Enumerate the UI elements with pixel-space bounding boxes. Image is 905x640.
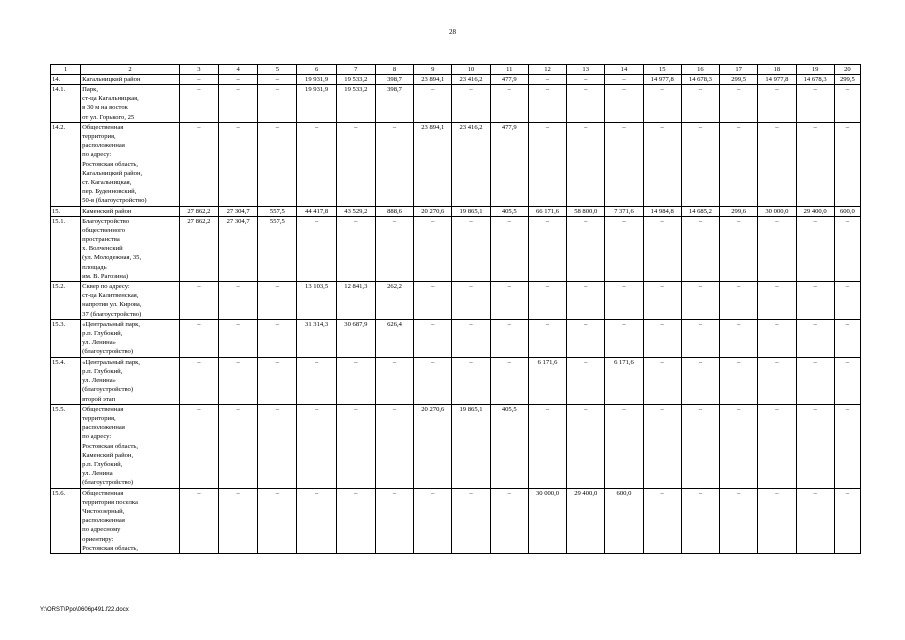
value-cell: 19 533,2 — [336, 85, 375, 123]
value-cell: 31 314,3 — [297, 319, 336, 357]
value-cell: – — [219, 85, 258, 123]
value-cell: – — [720, 282, 758, 320]
column-number: 6 — [297, 65, 336, 75]
value-cell: – — [605, 319, 643, 357]
header-row — [51, 65, 861, 75]
row-name-line: в 30 м на восток — [82, 104, 128, 112]
row-name-line: ст. Кагальницкая, — [82, 179, 132, 187]
row-name — [81, 122, 180, 206]
value-cell: 262,2 — [375, 282, 413, 320]
value-cell: 19 865,1 — [452, 404, 490, 488]
column-number: 4 — [219, 65, 258, 75]
value-cell: – — [452, 282, 490, 320]
value-cell: – — [834, 85, 860, 123]
row-name-line: р.п. Глубокий, — [82, 460, 123, 468]
column-number: 1 — [51, 65, 81, 75]
row-name-line: Сквер по адресу: — [82, 283, 130, 291]
value-cell: 405,5 — [490, 404, 528, 488]
table-row — [51, 488, 861, 553]
value-cell: 6 171,6 — [605, 357, 643, 404]
row-index: 15.1. — [51, 216, 81, 281]
value-cell: – — [490, 357, 528, 404]
value-cell: 626,4 — [375, 319, 413, 357]
table-row — [51, 122, 861, 206]
row-name-line: расположенная — [82, 517, 125, 525]
value-cell: 29 400,0 — [796, 206, 834, 216]
table-row — [51, 319, 861, 357]
value-cell: 19 931,9 — [297, 85, 336, 123]
value-cell: – — [258, 357, 297, 404]
row-name-line: Общественная — [82, 405, 124, 413]
row-name-line: территория поселка — [82, 498, 138, 506]
value-cell: – — [258, 319, 297, 357]
value-cell: 14 984,8 — [643, 206, 681, 216]
value-cell: 27 304,7 — [219, 216, 258, 281]
value-cell: 27 304,7 — [219, 206, 258, 216]
value-cell: 20 270,6 — [414, 206, 452, 216]
value-cell: – — [681, 122, 719, 206]
row-name — [81, 206, 180, 216]
value-cell: – — [643, 85, 681, 123]
row-name-line: Кагальницкий район, — [82, 169, 143, 177]
value-cell: – — [796, 404, 834, 488]
value-cell: – — [720, 404, 758, 488]
value-cell: – — [605, 75, 643, 85]
table-row — [51, 357, 861, 404]
row-name-line: Ростовская область, — [82, 544, 139, 552]
row-index: 15.5. — [51, 404, 81, 488]
value-cell: 29 400,0 — [567, 488, 605, 553]
value-cell: – — [605, 216, 643, 281]
value-cell: – — [414, 85, 452, 123]
value-cell: 30 687,9 — [336, 319, 375, 357]
value-cell: – — [179, 488, 218, 553]
value-cell: – — [681, 404, 719, 488]
value-cell: – — [336, 357, 375, 404]
row-name-line: общественного — [82, 226, 125, 234]
table-header — [51, 65, 861, 75]
value-cell: – — [643, 122, 681, 206]
column-number: 3 — [179, 65, 218, 75]
column-number: 16 — [681, 65, 719, 75]
value-cell: – — [720, 319, 758, 357]
value-cell: – — [490, 85, 528, 123]
value-cell: – — [605, 122, 643, 206]
value-cell: – — [336, 216, 375, 281]
value-cell: – — [375, 122, 413, 206]
value-cell: 398,7 — [375, 75, 413, 85]
value-cell: – — [834, 216, 860, 281]
value-cell: – — [758, 85, 796, 123]
column-number: 9 — [414, 65, 452, 75]
value-cell: 398,7 — [375, 85, 413, 123]
value-cell: – — [219, 282, 258, 320]
value-cell: – — [297, 122, 336, 206]
row-name-line: расположенная — [82, 424, 125, 432]
value-cell: 12 841,3 — [336, 282, 375, 320]
value-cell: – — [179, 319, 218, 357]
row-index: 15.3. — [51, 319, 81, 357]
column-number: 19 — [796, 65, 834, 75]
value-cell: 557,5 — [258, 216, 297, 281]
value-cell: – — [258, 75, 297, 85]
value-cell: – — [567, 319, 605, 357]
row-name — [81, 282, 180, 320]
file-path-footer: Y:\ORST\Ppo\0606p491.f22.docx — [40, 607, 129, 613]
row-name-line: р.п. Глубокий, — [82, 330, 123, 338]
column-number: 17 — [720, 65, 758, 75]
value-cell: 14 678,3 — [681, 75, 719, 85]
value-cell: 557,5 — [258, 206, 297, 216]
value-cell: – — [720, 122, 758, 206]
row-name-line: по адресному — [82, 526, 121, 534]
budget-table — [50, 64, 861, 554]
value-cell: 30 000,0 — [528, 488, 566, 553]
value-cell: – — [375, 216, 413, 281]
column-number: 18 — [758, 65, 796, 75]
value-cell: – — [643, 357, 681, 404]
row-name — [81, 357, 180, 404]
value-cell: – — [179, 404, 218, 488]
column-number: 14 — [605, 65, 643, 75]
row-name-line: (благоустройство) — [82, 348, 134, 356]
row-name — [81, 488, 180, 553]
row-name-line: второй этап — [82, 395, 116, 403]
value-cell: – — [796, 319, 834, 357]
value-cell: 66 171,6 — [528, 206, 566, 216]
row-name-line: им. В. Рагозина) — [82, 272, 129, 280]
value-cell: – — [796, 122, 834, 206]
value-cell: – — [758, 404, 796, 488]
row-index: 15. — [51, 206, 81, 216]
value-cell: – — [179, 85, 218, 123]
value-cell: – — [414, 319, 452, 357]
value-cell: – — [528, 404, 566, 488]
value-cell: – — [681, 357, 719, 404]
value-cell: 30 000,0 — [758, 206, 796, 216]
row-name-line: площадь — [82, 263, 107, 271]
value-cell: 23 894,1 — [414, 122, 452, 206]
value-cell: – — [375, 357, 413, 404]
value-cell: 27 862,2 — [179, 206, 218, 216]
row-name — [81, 85, 180, 123]
value-cell: – — [452, 357, 490, 404]
value-cell: 299,5 — [834, 75, 860, 85]
row-name-line: Каменский район — [82, 207, 132, 215]
value-cell: – — [643, 319, 681, 357]
value-cell: – — [567, 122, 605, 206]
row-name-line: ст-ца Калитвенская, — [82, 292, 139, 300]
row-name-line: Чистоозерный, — [82, 507, 125, 515]
value-cell: – — [452, 488, 490, 553]
value-cell: 405,5 — [490, 206, 528, 216]
row-name — [81, 319, 180, 357]
column-number: 11 — [490, 65, 528, 75]
value-cell: – — [336, 488, 375, 553]
row-name-line: (благоустройство) — [82, 479, 134, 487]
column-number: 15 — [643, 65, 681, 75]
value-cell: – — [414, 357, 452, 404]
row-name-line: по адресу: — [82, 151, 112, 159]
table-body — [51, 75, 861, 554]
column-number: 13 — [567, 65, 605, 75]
value-cell: – — [528, 319, 566, 357]
value-cell: – — [605, 282, 643, 320]
value-cell: – — [567, 357, 605, 404]
value-cell: 23 416,2 — [452, 75, 490, 85]
value-cell: – — [643, 488, 681, 553]
value-cell: – — [490, 488, 528, 553]
value-cell: – — [834, 404, 860, 488]
value-cell: – — [681, 85, 719, 123]
value-cell: – — [720, 85, 758, 123]
row-name-line: (ул. Молодежная, 35, — [82, 254, 142, 262]
row-name-line: территория, — [82, 414, 116, 422]
value-cell: – — [452, 216, 490, 281]
row-index: 15.6. — [51, 488, 81, 553]
value-cell: 600,0 — [834, 206, 860, 216]
row-name-line: ул. Ленина» — [82, 339, 116, 347]
value-cell: – — [567, 85, 605, 123]
value-cell: – — [297, 404, 336, 488]
row-name-line: Кагальницкий район — [82, 76, 141, 83]
value-cell: – — [720, 216, 758, 281]
row-name-line: «Центральный парк, — [82, 320, 140, 328]
value-cell: 14 678,3 — [796, 75, 834, 85]
row-name-line: пространства — [82, 236, 120, 244]
value-cell: – — [567, 75, 605, 85]
value-cell: – — [834, 488, 860, 553]
value-cell: – — [336, 122, 375, 206]
column-number: 10 — [452, 65, 490, 75]
column-number: 2 — [81, 65, 180, 75]
value-cell: – — [528, 282, 566, 320]
value-cell: – — [258, 122, 297, 206]
value-cell: – — [219, 319, 258, 357]
row-name-line: Общественная — [82, 489, 124, 497]
table-row — [51, 206, 861, 216]
row-index: 15.4. — [51, 357, 81, 404]
value-cell: – — [567, 404, 605, 488]
value-cell: – — [219, 357, 258, 404]
row-name-line: (благоустройство) — [82, 386, 134, 394]
value-cell: – — [758, 282, 796, 320]
value-cell: 44 417,8 — [297, 206, 336, 216]
row-name-line: ул. Ленина» — [82, 377, 116, 385]
row-name-line: ул. Ленина — [82, 470, 113, 478]
value-cell: – — [796, 488, 834, 553]
row-name-line: Каменский район, — [82, 451, 134, 459]
value-cell: – — [681, 319, 719, 357]
value-cell: – — [758, 216, 796, 281]
table-row — [51, 216, 861, 281]
value-cell: – — [490, 282, 528, 320]
value-cell: – — [490, 216, 528, 281]
value-cell: – — [605, 404, 643, 488]
value-cell: – — [567, 216, 605, 281]
value-cell: 19 533,2 — [336, 75, 375, 85]
value-cell: – — [528, 216, 566, 281]
page-number: 28 — [449, 28, 456, 36]
value-cell: 600,0 — [605, 488, 643, 553]
value-cell: – — [297, 216, 336, 281]
row-name-line: Ростовская область, — [82, 160, 139, 168]
row-name — [81, 75, 180, 85]
value-cell: – — [720, 357, 758, 404]
value-cell: – — [258, 85, 297, 123]
row-index: 14. — [51, 75, 81, 85]
value-cell: – — [796, 85, 834, 123]
value-cell: 23 416,2 — [452, 122, 490, 206]
row-name-line: Общественная — [82, 123, 124, 131]
value-cell: 14 685,2 — [681, 206, 719, 216]
table-row — [51, 282, 861, 320]
column-number: 7 — [336, 65, 375, 75]
row-name-line: по адресу: — [82, 433, 112, 441]
value-cell: – — [528, 75, 566, 85]
value-cell: – — [414, 216, 452, 281]
value-cell: – — [681, 488, 719, 553]
row-name-line: от ул. Горького, 25 — [82, 113, 135, 121]
value-cell: – — [414, 488, 452, 553]
value-cell: – — [375, 488, 413, 553]
value-cell: 477,9 — [490, 75, 528, 85]
table-row — [51, 85, 861, 123]
value-cell: 19 865,1 — [452, 206, 490, 216]
value-cell: 6 171,6 — [528, 357, 566, 404]
value-cell: 27 862,2 — [179, 216, 218, 281]
value-cell: 58 800,0 — [567, 206, 605, 216]
row-index: 14.2. — [51, 122, 81, 206]
value-cell: – — [643, 282, 681, 320]
value-cell: – — [375, 404, 413, 488]
value-cell: – — [758, 319, 796, 357]
value-cell: – — [758, 357, 796, 404]
value-cell: – — [720, 488, 758, 553]
value-cell: – — [258, 404, 297, 488]
value-cell: – — [528, 85, 566, 123]
value-cell: – — [643, 216, 681, 281]
row-index: 14.1. — [51, 85, 81, 123]
row-name-line: Ростовская область, — [82, 442, 139, 450]
table-row — [51, 404, 861, 488]
row-index: 15.2. — [51, 282, 81, 320]
value-cell: – — [258, 488, 297, 553]
value-cell: 43 529,2 — [336, 206, 375, 216]
row-name-line: напротив ул. Кирова, — [82, 301, 142, 309]
row-name-line: пер. Буденновский, — [82, 188, 137, 196]
value-cell: – — [179, 282, 218, 320]
row-name-line: «Центральный парк, — [82, 358, 140, 366]
row-name-line: территория, — [82, 133, 116, 141]
value-cell: – — [681, 282, 719, 320]
value-cell: – — [834, 357, 860, 404]
value-cell: – — [179, 357, 218, 404]
row-name-line: расположенная — [82, 142, 125, 150]
row-name-line: 37 (благоустройство) — [82, 310, 142, 318]
value-cell: 20 270,6 — [414, 404, 452, 488]
column-number: 5 — [258, 65, 297, 75]
value-cell: 7 371,6 — [605, 206, 643, 216]
row-name-line: 50-в (благоустройство) — [82, 197, 147, 205]
row-name — [81, 404, 180, 488]
value-cell: – — [643, 404, 681, 488]
value-cell: – — [490, 319, 528, 357]
value-cell: – — [758, 488, 796, 553]
row-name-line: х. Волченский — [82, 245, 123, 253]
value-cell: – — [258, 282, 297, 320]
value-cell: – — [605, 85, 643, 123]
value-cell: – — [681, 216, 719, 281]
value-cell: – — [567, 282, 605, 320]
value-cell: 14 977,8 — [758, 75, 796, 85]
value-cell: – — [297, 357, 336, 404]
row-name-line: р.п. Глубокий, — [82, 367, 123, 375]
value-cell: 14 977,8 — [643, 75, 681, 85]
value-cell: – — [219, 122, 258, 206]
value-cell: – — [452, 319, 490, 357]
row-name-line: Парк, — [82, 86, 99, 93]
row-name — [81, 216, 180, 281]
value-cell: 23 894,1 — [414, 75, 452, 85]
value-cell: – — [834, 122, 860, 206]
value-cell: – — [528, 122, 566, 206]
value-cell: – — [414, 282, 452, 320]
row-name-line: ст-ца Кагальницкая, — [82, 95, 139, 103]
row-name-line: ориентиру: — [82, 535, 114, 543]
value-cell: 19 931,9 — [297, 75, 336, 85]
value-cell: – — [834, 282, 860, 320]
value-cell: 888,6 — [375, 206, 413, 216]
value-cell: – — [834, 319, 860, 357]
table-row — [51, 75, 861, 85]
value-cell: – — [179, 75, 218, 85]
value-cell: – — [179, 122, 218, 206]
value-cell: – — [452, 85, 490, 123]
value-cell: – — [758, 122, 796, 206]
column-number: 20 — [834, 65, 860, 75]
column-number: 8 — [375, 65, 413, 75]
value-cell: 477,9 — [490, 122, 528, 206]
value-cell: 299,6 — [720, 206, 758, 216]
row-name-line: Благоустройство — [82, 217, 130, 225]
value-cell: – — [796, 216, 834, 281]
value-cell: – — [796, 282, 834, 320]
value-cell: – — [219, 75, 258, 85]
value-cell: – — [219, 404, 258, 488]
column-number: 12 — [528, 65, 566, 75]
value-cell: – — [219, 488, 258, 553]
value-cell: – — [297, 488, 336, 553]
value-cell: 299,5 — [720, 75, 758, 85]
value-cell: – — [336, 404, 375, 488]
value-cell: – — [796, 357, 834, 404]
value-cell: 13 103,5 — [297, 282, 336, 320]
